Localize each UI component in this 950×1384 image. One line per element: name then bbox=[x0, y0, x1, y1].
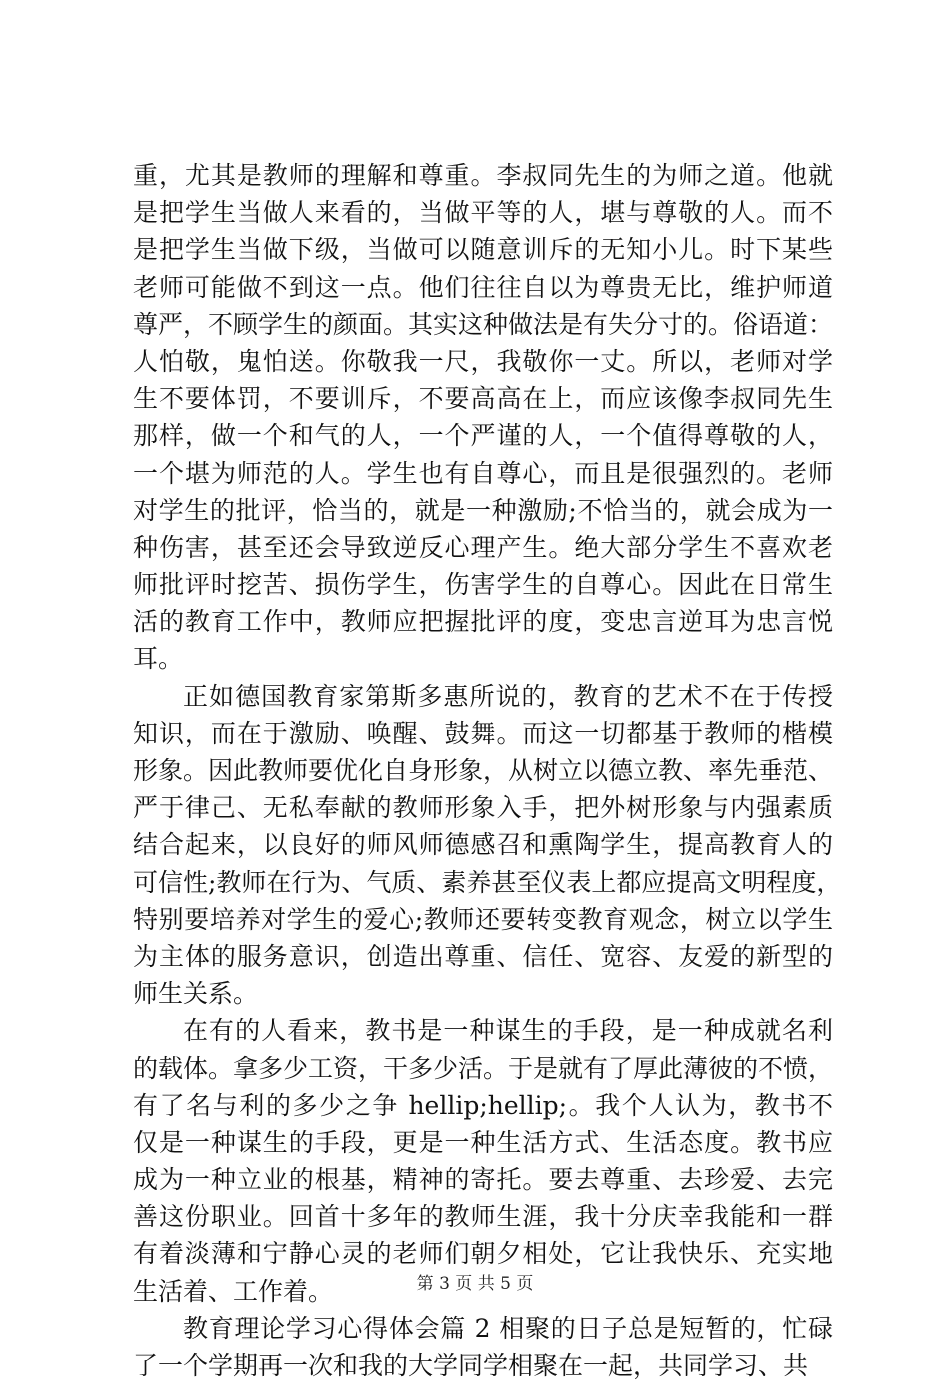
text-line: 仅是一种谋生的手段，更是一种生活方式、生活态度。教书应 bbox=[133, 1127, 833, 1157]
paragraph bbox=[133, 157, 833, 678]
text-line: 耳。 bbox=[133, 644, 184, 674]
text-line: 了一个学期再一次和我的大学同学相聚在一起，共同学习、共 bbox=[133, 1351, 809, 1380]
text-line: 的载体。拿多少工资，干多少活。于是就有了厚此薄彼的不愤， bbox=[133, 1053, 834, 1083]
text-line: 重，尤其是教师的理解和尊重。李叔同先生的为师之道。他就 bbox=[133, 161, 833, 190]
paragraph bbox=[133, 678, 842, 1013]
text-line: 善这份职业。回首十多年的教师生涯，我十分庆幸我能和一群 bbox=[133, 1202, 833, 1232]
text-line: 对学生的批评，恰当的，就是一种激励;不恰当的，就会成为一 bbox=[133, 495, 833, 525]
text-line: 老师可能做不到这一点。他们往往自以为尊贵无比，维护师道 bbox=[133, 272, 833, 302]
text-line: 为主体的服务意识，创造出尊重、信任、宽容、友爱的新型的 bbox=[133, 941, 833, 971]
text-line: 生不要体罚，不要训斥，不要高高在上，而应该像李叔同先生 bbox=[133, 384, 833, 414]
text-line: 可信性;教师在行为、气质、素养甚至仪表上都应提高文明程度， bbox=[133, 867, 842, 897]
text-line: 是把学生当做下级，当做可以随意训斥的无知小儿。时下某些 bbox=[133, 235, 833, 265]
text-line: 人怕敬，鬼怕送。你敬我一尺，我敬你一丈。所以，老师对学 bbox=[133, 346, 833, 376]
text-line: 那样，做一个和气的人，一个严谨的人，一个值得尊敬的人， bbox=[133, 421, 833, 451]
text-line: 有了名与利的多少之争 hellip;hellip;。我个人认为，教书不 bbox=[133, 1090, 833, 1120]
text-line: 在有的人看来，教书是一种谋生的手段，是一种成就名利 bbox=[183, 1016, 833, 1046]
text-line: 有着淡薄和宁静心灵的老师们朝夕相处，它让我快乐、充实地 bbox=[133, 1239, 833, 1269]
text-line: 知识，而在于激励、唤醒、鼓舞。而这一切都基于教师的楷模 bbox=[133, 718, 833, 748]
text-line: 是把学生当做人来看的，当做平等的人，堪与尊敬的人。而不 bbox=[133, 198, 833, 228]
text-line: 生活着、工作着。 bbox=[133, 1276, 334, 1306]
text-line: 特别要培养对学生的爱心;教师还要转变教育观念，树立以学生 bbox=[133, 904, 833, 934]
text-line: 师批评时挖苦、损伤学生，伤害学生的自尊心。因此在日常生 bbox=[133, 570, 833, 600]
paragraph bbox=[133, 1310, 833, 1384]
body-text bbox=[133, 157, 842, 1384]
paragraph bbox=[133, 1012, 833, 1310]
page-footer: 第 3 页 共 5 页 bbox=[416, 1274, 534, 1294]
text-line: 活的教育工作中，教师应把握批评的度，变忠言逆耳为忠言悦 bbox=[133, 607, 833, 637]
text-line: 尊严，不顾学生的颜面。其实这种做法是有失分寸的。俗语道： bbox=[133, 309, 834, 339]
text-line: 师生关系。 bbox=[133, 979, 259, 1009]
text-line: 形象。因此教师要优化自身形象，从树立以德立教、率先垂范、 bbox=[133, 756, 834, 785]
text-line: 成为一种立业的根基，精神的寄托。要去尊重、去珍爱、去完 bbox=[133, 1165, 833, 1195]
text-line: 种伤害，甚至还会导致逆反心理产生。绝大部分学生不喜欢老 bbox=[133, 532, 833, 562]
text-line: 严于律己、无私奉献的教师形象入手，把外树形象与内强素质 bbox=[133, 793, 833, 823]
text-line: 一个堪为师范的人。学生也有自尊心，而且是很强烈的。老师 bbox=[133, 458, 833, 488]
text-line: 正如德国教育家第斯多惠所说的，教育的艺术不在于传授 bbox=[183, 681, 833, 711]
text-line: 教育理论学习心得体会篇 2 相聚的日子总是短暂的，忙碌 bbox=[183, 1313, 833, 1343]
text-line: 结合起来，以良好的师风师德感召和熏陶学生，提高教育人的 bbox=[133, 830, 833, 860]
